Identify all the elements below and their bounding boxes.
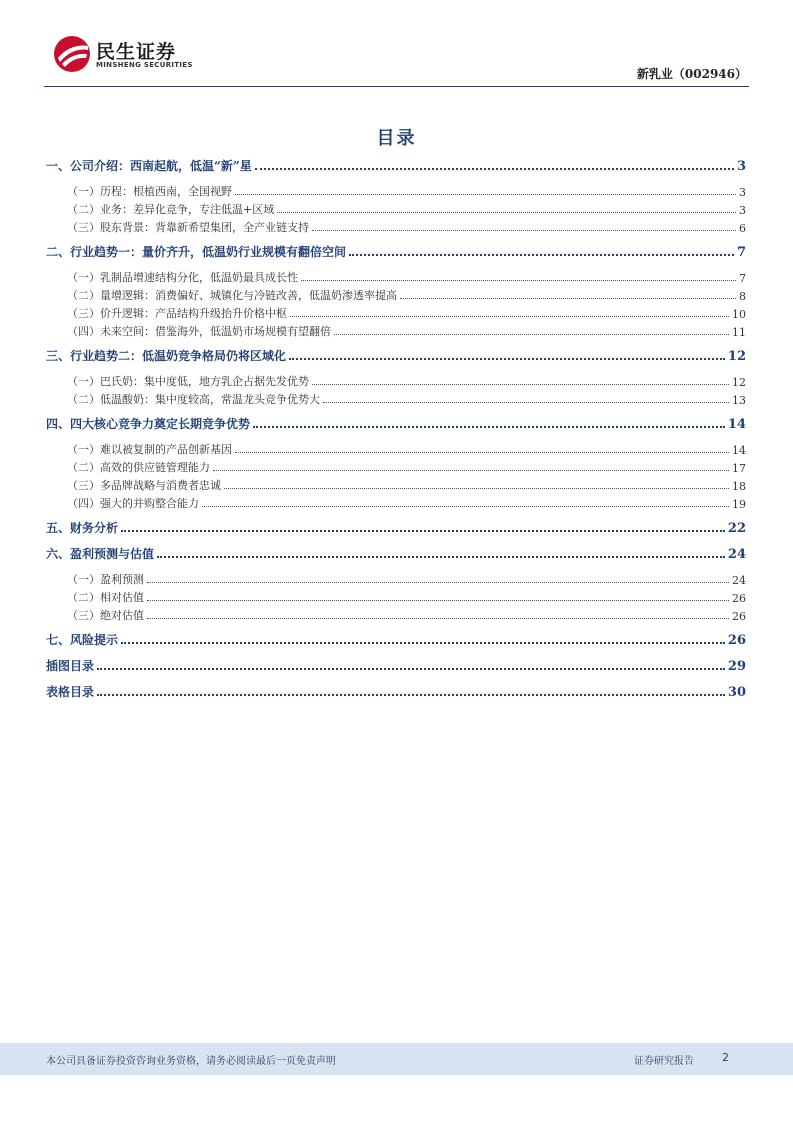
toc-section[interactable] [46,348,746,364]
toc-subsection[interactable] [67,269,746,285]
toc-subsection[interactable] [67,495,746,511]
dot-leader [121,642,725,644]
toc-section-label: 表格目录 [46,685,95,699]
footer-disclaimer: 本公司具备证券投资咨询业务资格，请务必阅读最后一页免责声明 [46,1056,336,1067]
footer-page-number: 2 [722,1051,729,1064]
toc-section-label: 二、行业趋势一：量价齐升，低温奶行业规模有翻倍空间 [46,245,347,259]
company-ticker: 新乳业（002946） [636,67,747,81]
toc-page-number: 13 [732,394,746,407]
logo-chinese-name: 民生证券 [96,41,177,63]
toc-page-number: 7 [739,272,746,285]
toc-subsection-label: （二）量增逻辑：消费偏好、城镇化与冷链改善，低温奶渗透率提高 [67,289,397,302]
toc-section-label: 六、盈利预测与估值 [46,547,155,561]
toc-section[interactable] [46,546,746,562]
toc-subsection[interactable] [67,323,746,339]
header-divider [44,86,749,87]
toc-subsection[interactable] [67,391,746,407]
toc-subsection[interactable] [67,219,746,235]
toc-subsection-label: （一）盈利预测 [67,573,144,586]
dot-leader [147,600,729,601]
toc-subsection-label: （三）绝对估值 [67,609,144,622]
toc-page-number: 11 [732,326,746,339]
dot-leader [312,384,729,385]
toc-page-number: 12 [732,376,746,389]
toc-section[interactable] [46,684,746,700]
dot-leader [235,194,736,195]
page-header [0,0,793,88]
toc-page-number: 6 [739,222,746,235]
toc-page-number: 26 [732,592,746,605]
toc-section[interactable] [46,632,746,648]
toc-page-number: 3 [739,204,746,217]
toc-subsection-label: （一）难以被复制的产品创新基因 [67,443,232,456]
dot-leader [323,402,729,403]
toc-page-number: 24 [732,574,746,587]
dot-leader [97,694,725,696]
toc-subsection[interactable] [67,441,746,457]
minsheng-logo-icon [52,34,92,74]
dot-leader [334,334,729,335]
toc-page-number: 8 [739,290,746,303]
toc-subsection[interactable] [67,589,746,605]
toc-page-number: 7 [736,245,746,260]
dot-leader [224,488,729,489]
toc-section-label: 四、四大核心竞争力奠定长期竞争优势 [46,417,251,431]
dot-leader [235,452,729,453]
toc-page-number: 24 [727,547,746,562]
toc-section-label: 一、公司介绍：西南起航，低温“新”星 [46,159,252,173]
toc-page-number: 19 [732,498,746,511]
toc-section[interactable] [46,416,746,432]
toc-page-number: 30 [727,685,746,700]
toc-page-number: 3 [739,186,746,199]
toc-page-number: 26 [727,633,746,648]
dot-leader [289,358,725,360]
minsheng-logo [52,34,202,74]
footer-report-type: 证券研究报告 [634,1056,694,1067]
toc-section[interactable] [46,244,746,260]
toc-title: 目录 [376,128,417,149]
toc-subsection-label: （三）股东背景：背靠新希望集团，全产业链支持 [67,221,309,234]
toc-subsection[interactable] [67,183,746,199]
toc-page-number: 10 [732,308,746,321]
toc-subsection[interactable] [67,287,746,303]
dot-leader [312,230,736,231]
toc-subsection-label: （二）相对估值 [67,591,144,604]
toc-page-number: 22 [727,521,746,536]
toc-subsection-label: （三）多品牌战略与消费者忠诚 [67,479,221,492]
toc-page-number: 14 [732,444,746,457]
toc-subsection-label: （一）历程：根植西南，全国视野 [67,185,232,198]
toc-subsection-label: （二）业务：差异化竞争，专注低温+区域 [67,203,275,216]
toc-section-label: 五、财务分析 [46,521,119,535]
toc-section-label: 七、风险提示 [46,633,119,647]
dot-leader [253,426,725,428]
toc-section[interactable] [46,658,746,674]
toc-section-label: 三、行业趋势二：低温奶竞争格局仍将区域化 [46,349,287,363]
toc-subsection[interactable] [67,459,746,475]
toc-page-number: 18 [732,480,746,493]
toc-subsection-label: （四）强大的并购整合能力 [67,497,199,510]
dot-leader [349,254,734,256]
toc-section[interactable] [46,158,746,174]
toc-subsection[interactable] [67,201,746,217]
dot-leader [277,212,736,213]
toc-subsection-label: （三）价升逻辑：产品结构升级抬升价格中枢 [67,307,287,320]
toc-page-number: 17 [732,462,746,475]
toc-subsection-label: （一）乳制品增速结构分化，低温奶最具成长性 [67,271,298,284]
dot-leader [97,668,725,670]
dot-leader [400,298,736,299]
toc-subsection[interactable] [67,477,746,493]
dot-leader [147,618,729,619]
dot-leader [147,582,729,583]
toc-section[interactable] [46,520,746,536]
dot-leader [121,530,725,532]
toc-subsection-label: （四）未来空间：借鉴海外，低温奶市场规模有望翻倍 [67,325,331,338]
toc-subsection[interactable] [67,305,746,321]
toc-page-number: 14 [727,417,746,432]
toc-subsection-label: （二）低温酸奶：集中度较高，常温龙头竞争优势大 [67,393,320,406]
toc-subsection[interactable] [67,571,746,587]
dot-leader [255,168,734,170]
dot-leader [290,316,729,317]
dot-leader [213,470,729,471]
toc-subsection-label: （一）巴氏奶：集中度低，地方乳企占据先发优势 [67,375,309,388]
toc-subsection[interactable] [67,607,746,623]
logo-english-name: MINSHENG SECURITIES [96,61,193,69]
toc-page-number: 12 [727,349,746,364]
dot-leader [157,556,725,558]
toc-page-number: 26 [732,610,746,623]
page-footer [0,1043,793,1075]
dot-leader [202,506,729,507]
toc-subsection[interactable] [67,373,746,389]
dot-leader [301,280,736,281]
toc-subsection-label: （二）高效的供应链管理能力 [67,461,210,474]
toc-page-number: 29 [727,659,746,674]
toc-section-label: 插图目录 [46,659,95,673]
toc-page-number: 3 [736,159,746,174]
